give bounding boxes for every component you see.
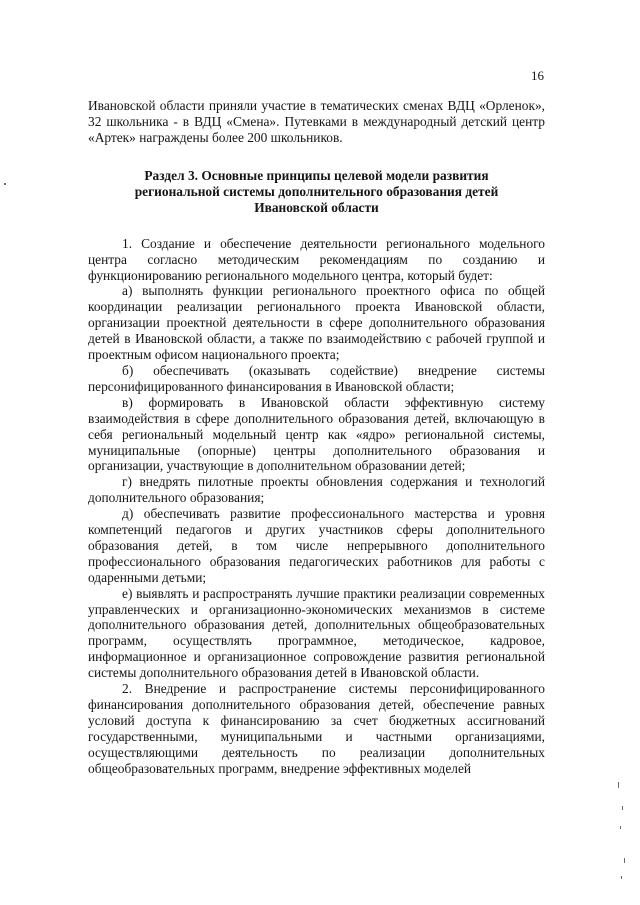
scan-speck xyxy=(4,183,6,185)
document-body xyxy=(88,98,545,777)
paragraph-item-1: 1. Создание и обеспечение деятельности регионального модельного центра согласно методическим рекомендациям по созданию и функционированию регионального модельного центра, который будет: xyxy=(88,235,545,283)
scan-speck xyxy=(624,858,625,863)
section-heading xyxy=(88,168,545,216)
paragraph-item-1a: а) выполнять функции регионального проектного офиса по общей координации реализации регионального проекта Ивановской области, организации проектной деятельности в сфере дополнительного образования детей в Ивановской области, а также по взаимодействию с рабочей группой и проектным офисом национального проекта; xyxy=(88,283,545,363)
paragraph-item-1d: д) обеспечивать развитие профессионального мастерства и уровня компетенций педагогов и других участников сферы дополнительного образования детей, в том числе непрерывного дополнительного профессионального образования педагогических работников для работы с одаренными детьми; xyxy=(88,506,545,585)
scan-speck xyxy=(620,826,621,829)
scan-speck xyxy=(618,782,619,788)
paragraph-item-1b: б) обеспечивать (оказывать содействие) внедрение системы персонифицированного финансирования в Ивановской области; xyxy=(88,362,545,394)
paragraph-item-2: 2. Внедрение и распространение системы персонифицированного финансирования дополнительного образования детей, обеспечение равных условий доступа к финансированию за счет бюджетных ассигнований государственными, муниципальными и частными организациями, осуществляющими деятельность по реализации дополнительных общеобразовательных программ, внедрение эффективных моделей xyxy=(88,681,545,776)
intro-paragraph: Ивановской области приняли участие в тематических сменах ВДЦ «Орленок», 32 школьника - в ВДЦ «Смена». Путевками в международный детский центр «Артек» награждены более 200 школьников. xyxy=(88,98,545,145)
section-heading-line: Ивановской области xyxy=(254,199,379,215)
section-heading-line: Раздел 3. Основные принципы целевой модели развития xyxy=(144,167,489,183)
paragraph-item-1v: в) формировать в Ивановской области эффективную систему взаимодействия в сфере дополнительного образования детей, включающую в себя региональный модельный центр как «ядро» региональной системы, муниципальные (опорные) центры дополнительного образования и организации, участвующие в дополнительном образовании детей; xyxy=(88,394,545,474)
page-number: 16 xyxy=(531,68,544,83)
paragraph-item-1g: г) внедрять пилотные проекты обновления содержания и технологий дополнительного образования; xyxy=(88,474,545,506)
scan-speck xyxy=(621,876,622,879)
paragraph-item-1e: е) выявлять и распространять лучшие практики реализации современных управленческих и организационно-экономических механизмов в системе дополнительного образования детей, дополнительных общеобразовательных программ, осуществлять программное, методическое, кадровое, информационное и организационное сопровождение развития региональной системы дополнительного образования детей в Ивановской области. xyxy=(88,585,545,681)
section-heading-line: региональной системы дополнительного образования детей xyxy=(134,183,499,199)
scan-speck xyxy=(622,806,623,810)
